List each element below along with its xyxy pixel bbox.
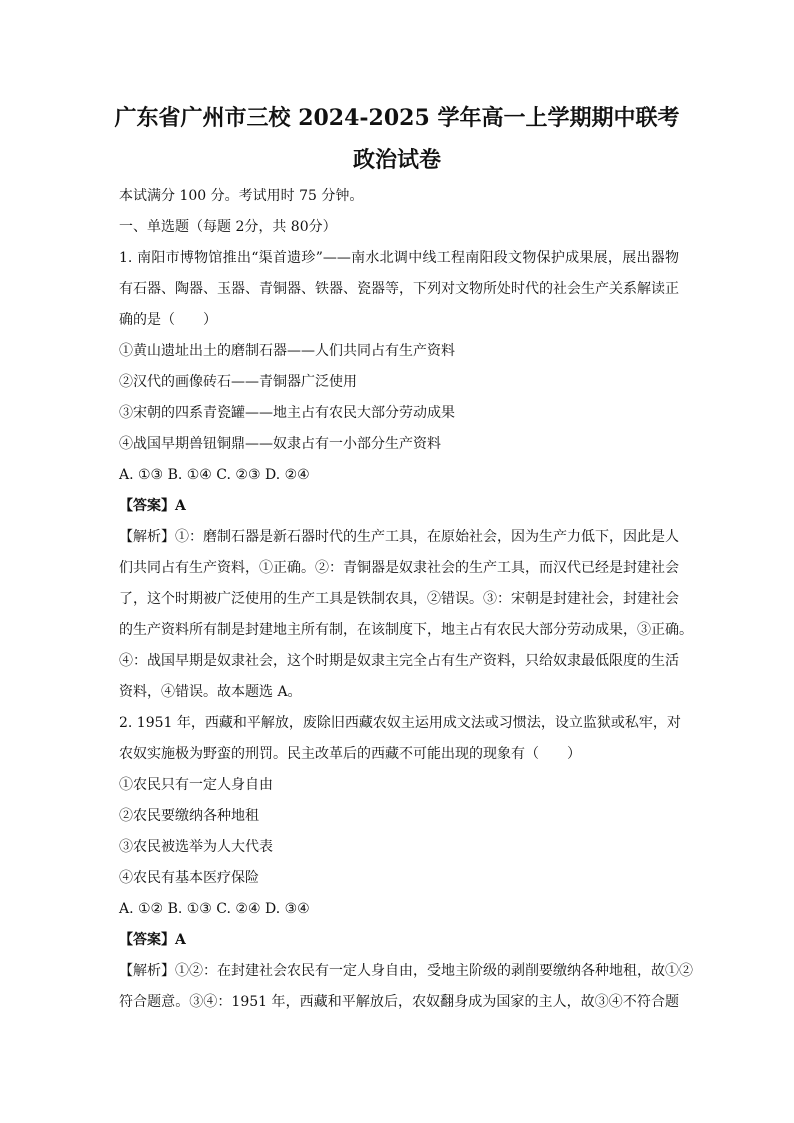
q1-analysis-line: 了，这个时期被广泛使用的生产工具是铁制农具，②错误。③：宋朝是封建社会，封建社会: [119, 591, 679, 607]
document-subtitle: 政治试卷: [352, 147, 441, 173]
q1-analysis-line: 们共同占有生产资料，①正确。②：青铜器是奴隶社会的生产工具，而汉代已经是封建社会: [119, 560, 679, 576]
q2-choices: A. ①② B. ①③ C. ②④ D. ③④: [119, 901, 310, 917]
q2-option: ②农民要缴纳各种地租: [119, 808, 259, 824]
q1-option: ①黄山遗址出土的磨制石器——人们共同占有生产资料: [119, 343, 455, 359]
q2-option: ①农民只有一定人身自由: [119, 777, 273, 793]
q1-stem-line: 有石器、陶器、玉器、青铜器、铁器、瓷器等，下列对文物所处时代的社会生产关系解读正: [119, 281, 679, 297]
q1-analysis-line: 【解析】①：磨制石器是新石器时代的生产工具，在原始社会，因为生产力低下，因此是人: [119, 529, 679, 545]
q1-analysis-line: ④：战国早期是奴隶社会，这个时期是奴隶主完全占有生产资料，只给奴隶最低限度的生活: [119, 653, 679, 669]
q2-stem-line: 农奴实施极为野蛮的刑罚。民主改革后的西藏不可能出现的现象有（ ）: [119, 746, 581, 762]
q1-option: ②汉代的画像砖石——青铜器广泛使用: [119, 374, 357, 390]
q1-choices: A. ①③ B. ①④ C. ②③ D. ②④: [119, 467, 310, 483]
q1-stem-line: 确的是（ ）: [119, 312, 217, 328]
q2-analysis-line: 符合题意。③④：1951 年，西藏和平解放后，农奴翻身成为国家的主人，故③④不符合题: [119, 994, 679, 1010]
q2-option: ③农民被选举为人大代表: [119, 839, 273, 855]
q2-analysis-line: 【解析】①②：在封建社会农民有一定人身自由，受地主阶级的剥削要缴纳各种地租，故①②: [119, 963, 693, 979]
q1-option: ④战国早期兽钮铜鼎——奴隶占有一小部分生产资料: [119, 436, 441, 452]
q1-analysis-line: 资料，④错误。故本题选 A。: [119, 684, 302, 700]
q2-option: ④农民有基本医疗保险: [119, 870, 259, 886]
q2-stem-line: 2. 1951 年，西藏和平解放，废除旧西藏农奴主运用成文法或习惯法，设立监狱或私牢，对: [119, 715, 681, 731]
q1-answer: 【答案】A: [119, 498, 186, 514]
exam-info: 本试满分 100 分。考试用时 75 分钟。: [119, 188, 364, 204]
q2-answer: 【答案】A: [119, 932, 186, 948]
section-heading: 一、单选题（每题 2分，共 80分）: [119, 219, 337, 235]
document-title: 广东省广州市三校 2024-2025 学年高一上学期期中联考: [114, 105, 680, 131]
q1-option: ③宋朝的四系青瓷罐——地主占有农民大部分劳动成果: [119, 405, 455, 421]
q1-analysis-line: 的生产资料所有制是封建地主所有制，在该制度下，地主占有农民大部分劳动成果，③正确。: [119, 622, 693, 638]
q1-stem-line: 1. 南阳市博物馆推出“渠首遗珍”——南水北调中线工程南阳段文物保护成果展，展出器物: [119, 250, 679, 266]
